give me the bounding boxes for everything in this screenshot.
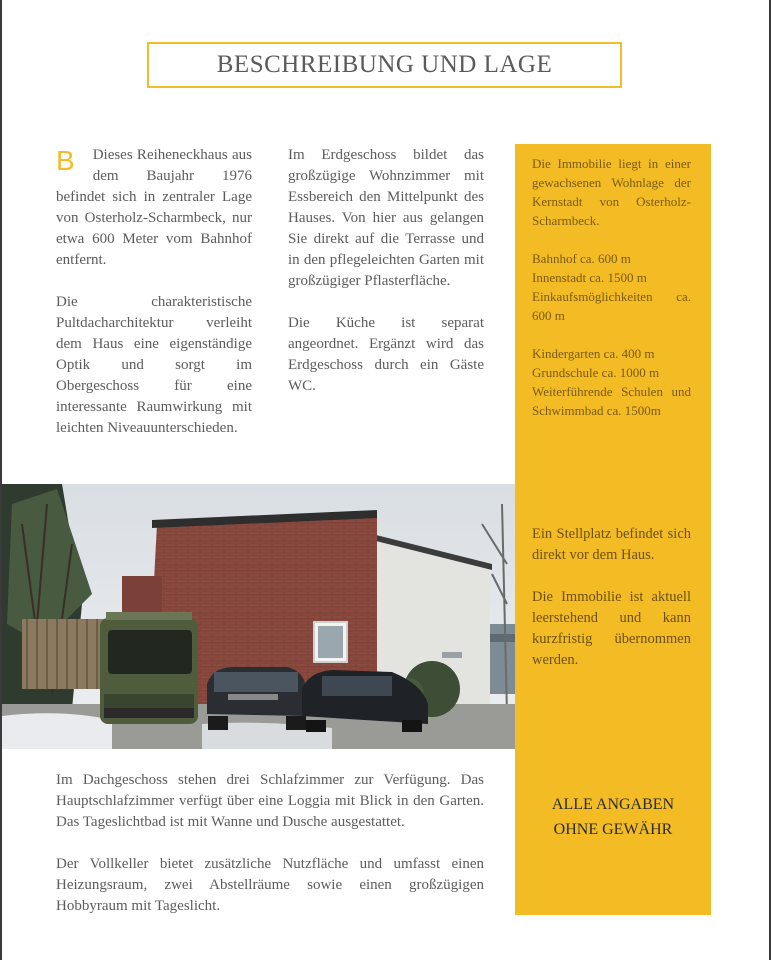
disclaimer: ALLE ANGABEN OHNE GEWÄHR — [551, 796, 675, 838]
sidebar-bottom-text — [532, 524, 691, 692]
title-box — [147, 42, 622, 88]
middle-text-column — [288, 145, 484, 418]
parking-text: Ein Stellplatz befindet sich direkt vor dem Haus. — [532, 526, 691, 563]
left-text-column — [56, 145, 252, 460]
paragraph: Die Küche ist separat angeordnet. Ergänzt wird das Erdgeschoss durch ein Gäste WC. — [288, 315, 484, 394]
paragraph: Im Dachgeschoss stehen drei Schlafzimmer zur Verfügung. Das Hauptschlafzimmer verfügt über eine Loggia mit Blick in den Garten. Das Tageslichtbad ist mit Wanne und Dusche ausgestattet. — [56, 772, 484, 830]
availability-text: Die Immobilie ist aktuell leerstehend und kann kurzfristig übernommen werden. — [532, 589, 691, 668]
location-text: Die Immobilie liegt in einer gewachsenen Wohnlage der Kernstadt von Osterholz-Scharmbeck. — [532, 156, 691, 228]
paragraph: Im Erdgeschoss bildet das großzügige Wohnzimmer mit Essbereich den Mittelpunkt des Hauses. Von hier aus gelangen Sie direkt auf die Terrasse und in den pflegeleichten Garten mit großzügiger Pflasterfläche. — [288, 147, 484, 289]
distance-list: Kindergarten ca. 400 m Grundschule ca. 1000 m Weiterführende Schulen und Schwimmbad ca. 1500m — [532, 346, 691, 418]
info-sidebar — [515, 144, 711, 915]
house-photo — [2, 484, 515, 749]
dropcap: B — [56, 145, 75, 176]
sidebar-top-text — [532, 154, 691, 439]
bottom-text-column — [56, 770, 484, 938]
distance-list: Bahnhof ca. 600 m Innenstadt ca. 1500 m Einkaufsmöglichkeiten ca. 600 m — [532, 251, 691, 323]
page-title: BESCHREIBUNG UND LAGE — [216, 51, 553, 78]
page-border-left — [0, 0, 2, 960]
paragraph: B Dieses Reiheneckhaus aus dem Baujahr 1976 befindet sich in zentraler Lage von Osterholz-Scharmbeck, nur etwa 600 Meter vom Bahnhof entfernt. — [56, 145, 252, 268]
paragraph: Der Vollkeller bietet zusätzliche Nutzfläche und umfasst einen Heizungsraum, zwei Abstellräume sowie einen großzügigen Hobbyraum mit Tageslicht. — [56, 856, 484, 914]
paragraph: Die charakteristische Pultdacharchitektur verleiht dem Haus eine eigenständige Optik und sorgt im Obergeschoss für eine interessante Raumwirkung mit leichten Niveauunterschieden. — [56, 294, 252, 436]
